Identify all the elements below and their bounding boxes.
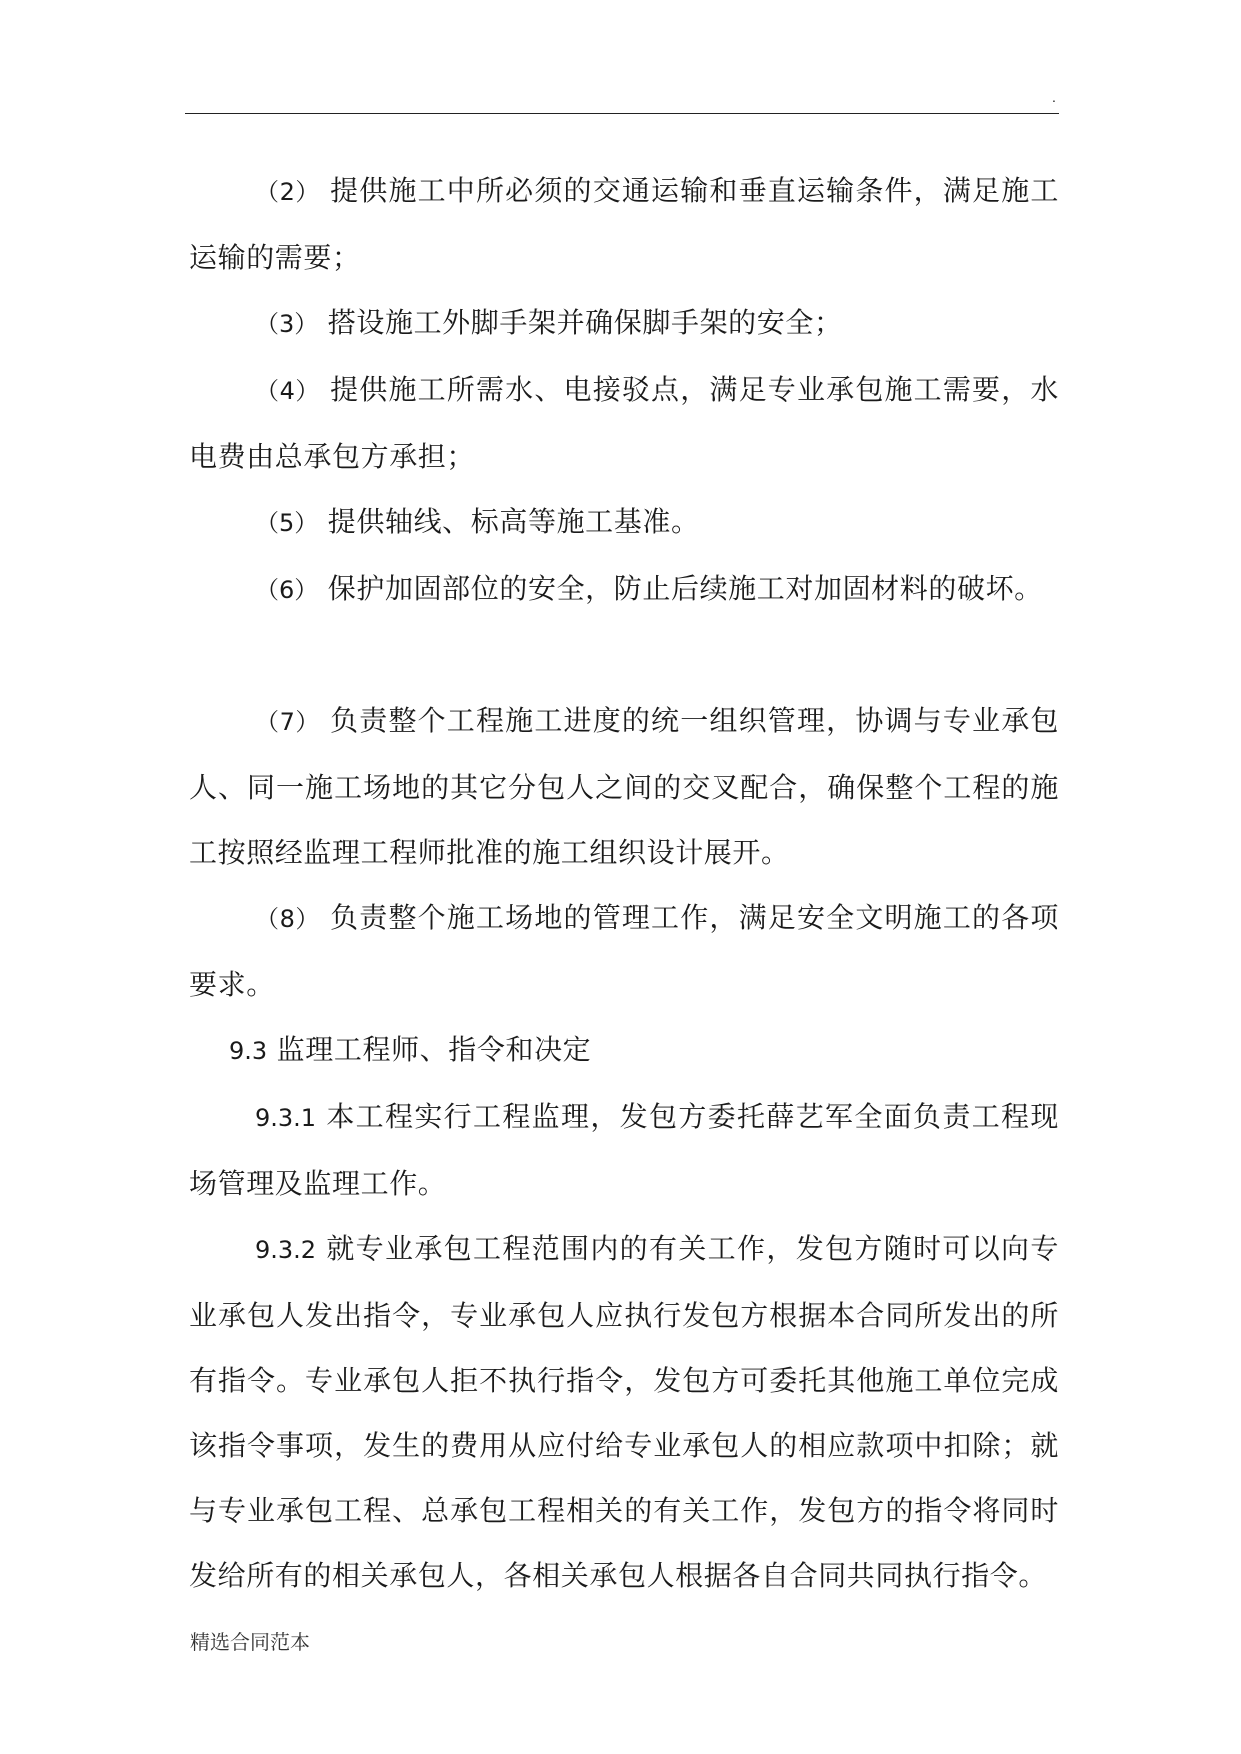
- clause-text: 就专业承包工程范围内的有关工作，发包方随时可以向专业承包人发出指令，专业承包人应执行发包方根据本合同所发出的所有指令。专业承包人拒不执行指令，发包方可委托其他施工单位完成该指令事项，发生的费用从应付给专业承包人的相应款项中扣除；就与专业承包工程、总承包工程相关的有关工作，发包方的指令将同时发给所有的相关承包人，各相关承包人根据各自合同共同执行指令。: [189, 1232, 1059, 1592]
- paragraph-number: （4）: [255, 377, 321, 405]
- header-rule: [185, 113, 1059, 114]
- clause-9-3-1: [189, 1084, 1059, 1216]
- paragraph-3: [189, 290, 1059, 357]
- paragraph-5: [189, 489, 1059, 556]
- paragraph-number: （8）: [255, 905, 321, 933]
- paragraph-number: （7）: [255, 708, 321, 736]
- paragraph-text: 保护加固部位的安全，防止后续施工对加固材料的破坏。: [318, 572, 1043, 605]
- paragraph-text: 负责整个工程施工进度的统一组织管理，协调与专业承包人、同一施工场地的其它分包人之间的交叉配合，确保整个工程的施工按照经监理工程师批准的施工组织设计展开。: [189, 704, 1059, 869]
- header-dot: .: [1052, 89, 1056, 105]
- section-title: 监理工程师、指令和决定: [267, 1033, 592, 1066]
- paragraph-number: （2）: [255, 178, 321, 206]
- clause-number: 9.3.2: [255, 1236, 317, 1264]
- paragraph-text: 负责整个施工场地的管理工作，满足安全文明施工的各项要求。: [189, 901, 1059, 1001]
- paragraph-text: 提供施工中所必须的交通运输和垂直运输条件，满足施工运输的需要；: [189, 174, 1059, 274]
- paragraph-2: [189, 158, 1059, 290]
- footer-text: 精选合同范本: [190, 1630, 310, 1654]
- clause-text: 本工程实行工程监理，发包方委托薛艺军全面负责工程现场管理及监理工作。: [189, 1100, 1059, 1200]
- paragraph-number: （6）: [255, 576, 319, 604]
- paragraph-text: 搭设施工外脚手架并确保脚手架的安全；: [318, 306, 843, 339]
- paragraph-6: [189, 556, 1059, 623]
- clause-9-3-2: [189, 1216, 1059, 1608]
- section-number: 9.3: [229, 1037, 268, 1065]
- paragraph-text: 提供施工所需水、电接驳点，满足专业承包施工需要，水电费由总承包方承担；: [189, 373, 1059, 473]
- paragraph-number: （5）: [255, 509, 319, 537]
- section-heading-9-3: [189, 1017, 1059, 1084]
- paragraph-number: （3）: [255, 310, 319, 338]
- document-body: [189, 158, 1059, 1608]
- clause-number: 9.3.1: [255, 1104, 317, 1132]
- paragraph-4: [189, 357, 1059, 489]
- paragraph-text: 提供轴线、标高等施工基准。: [318, 505, 700, 538]
- paragraph-7: [189, 688, 1059, 885]
- paragraph-8: [189, 885, 1059, 1017]
